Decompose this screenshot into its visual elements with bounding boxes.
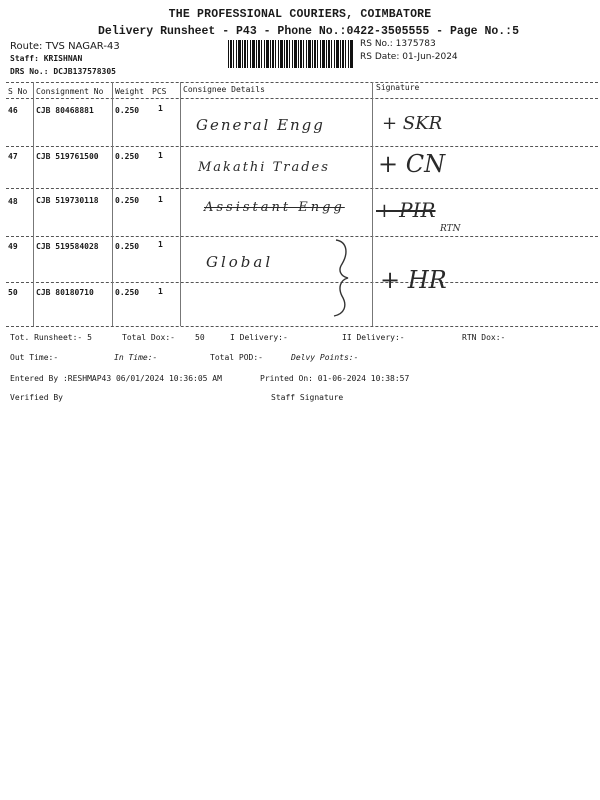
row-rule [6,282,598,283]
total-pod: Total POD:- [210,353,263,362]
row-sno: 50 [8,288,18,297]
out-time: Out Time:- [10,353,59,362]
delivery-points: Delvy Points:- [291,353,359,362]
header-signature: Signature [376,83,420,92]
rs-date: RS Date: 01-Jun-2024 [360,52,458,62]
drs-label: DRS No.: [10,67,49,76]
row-consignment: CJB 519730118 [36,196,99,205]
rtn-dox: RTN Dox:- [462,333,506,342]
staff-value: KRISHNAN [43,54,83,63]
signature-handwriting: + SKR [382,113,443,134]
staff-signature: Staff Signature [271,393,344,402]
company-title: THE PROFESSIONAL COURIERS, COIMBATORE [168,8,432,21]
drs-value: DCJB137578305 [53,67,116,76]
row-rule [6,146,598,147]
consignee-handwriting: General Engg [196,116,325,134]
row-consignment: CJB 519761500 [36,152,99,161]
row-weight: 0.250 [115,242,140,251]
row-rule [6,236,598,237]
barcode-image [228,40,354,68]
drs-row [10,67,116,76]
row-sno: 47 [8,152,18,161]
signature-handwriting: + PIR [376,198,436,222]
table-header-rule [6,98,598,99]
row-weight: 0.250 [115,196,140,205]
row-weight: 0.250 [115,288,140,297]
total-runsheet: Tot. Runsheet:- 5 [10,333,92,342]
row-pcs: 1 [158,287,163,296]
header-pcs: PCS [152,87,167,96]
row-consignment: CJB 80180710 [36,288,94,297]
consignee-handwriting: Makathi Trades [198,160,330,175]
total-dox-label: Total Dox:- [122,333,175,342]
row-consignment: CJB 80468881 [36,106,94,115]
row-sno: 49 [8,242,18,251]
column-divider [180,82,181,326]
row-pcs: 1 [158,240,163,249]
header-consignment: Consignment No [36,87,104,96]
consignee-handwriting: Global [206,253,274,271]
ii-delivery: II Delivery:- [342,333,405,342]
entered-by: Entered By :RESHMAP43 06/01/2024 10:36:05 AM [10,374,222,383]
row-sno: 46 [8,106,18,115]
verified-by: Verified By [10,393,63,402]
row-sno: 48 [8,197,18,206]
route-row [10,41,120,52]
printed-on: Printed On: 01-06-2024 10:38:57 [260,374,410,383]
row-pcs: 1 [158,104,163,113]
header-sno: S No [8,87,28,96]
header-consignee: Consignee Details [183,85,265,94]
header-weight: Weight [115,87,144,96]
staff-row [10,54,82,63]
column-divider [33,82,34,326]
signature-handwriting: + HR [380,266,447,294]
route-value: TVS NAGAR-43 [45,41,120,52]
rs-number: RS No.: 1375783 [360,39,436,49]
route-label: Route: [10,41,43,52]
table-top-rule [6,82,598,83]
row-pcs: 1 [158,195,163,204]
total-dox-value: 50 [195,333,205,342]
row-weight: 0.250 [115,152,140,161]
row-consignment: CJB 519584028 [36,242,99,251]
runsheet-subtitle: Delivery Runsheet - P43 - Phone No.:0422-3505555 - Page No.:5 [98,25,519,38]
row-rule [6,188,598,189]
i-delivery: I Delivery:- [230,333,288,342]
column-divider [112,82,113,326]
row-weight: 0.250 [115,106,140,115]
table-bottom-rule [6,326,598,327]
row-pcs: 1 [158,151,163,160]
signature-handwriting: + CN [378,150,446,178]
staff-label: Staff: [10,54,39,63]
column-divider [372,82,373,326]
brace-mark [330,238,358,318]
in-time: In Time:- [114,353,158,362]
rtn-handwriting: RTN [440,224,461,234]
consignee-handwriting: Assistant Engg [204,200,345,215]
